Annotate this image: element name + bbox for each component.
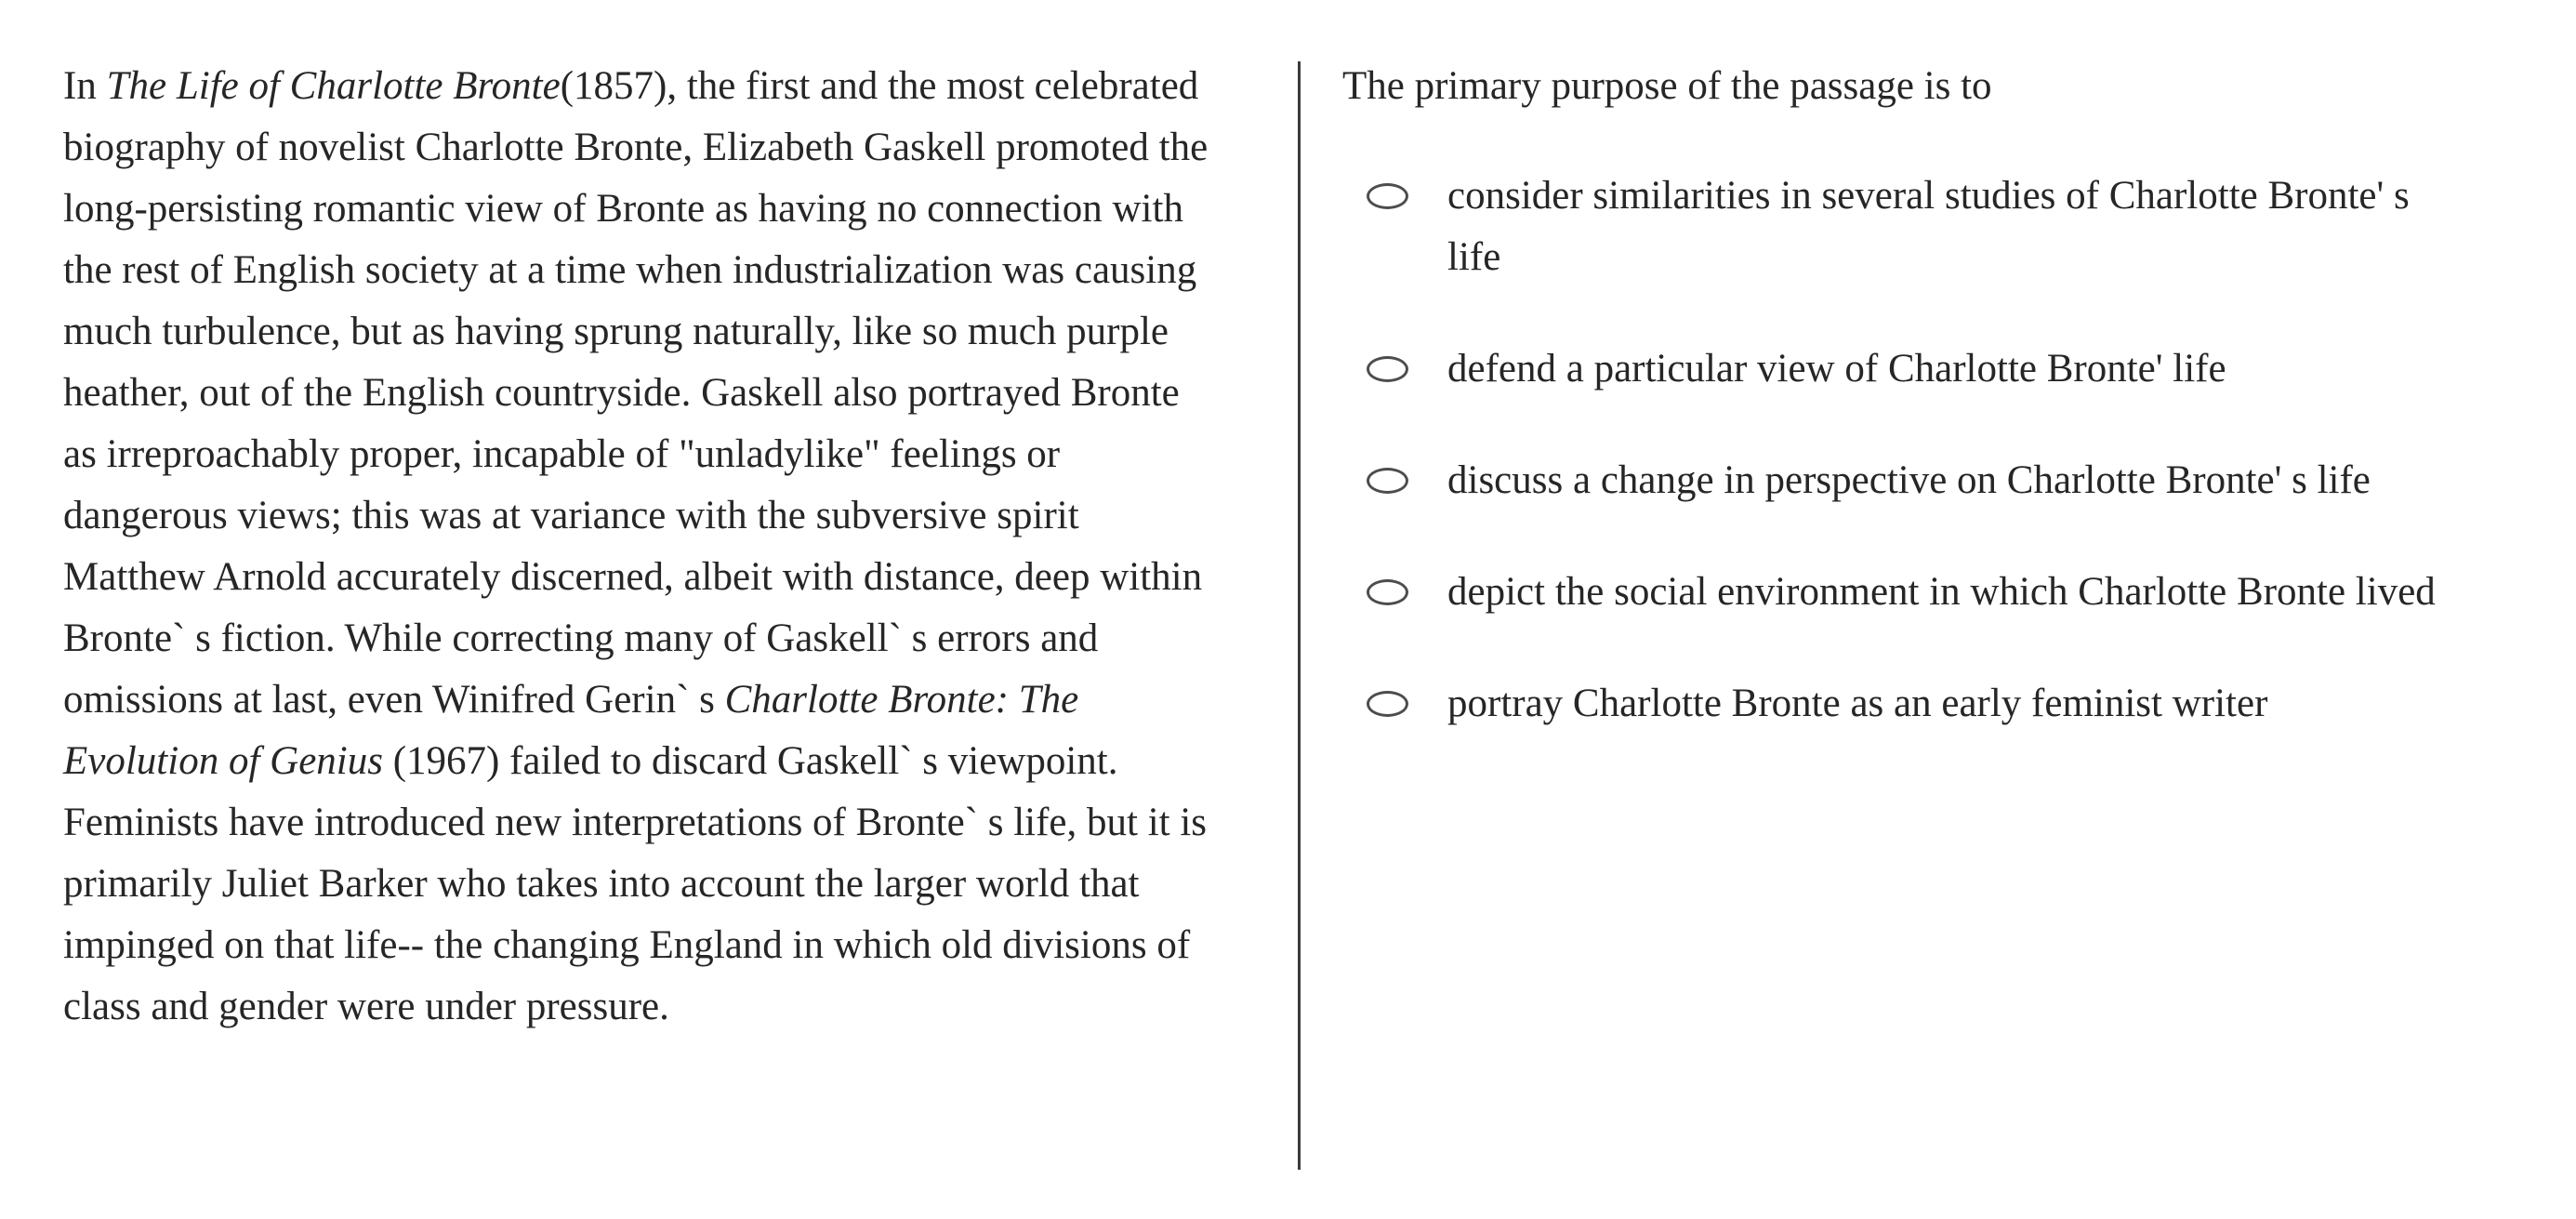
option-label[interactable]: discuss a change in perspective on Charlotte Bronte' s life <box>1447 458 2371 502</box>
passage-segment: In <box>63 64 107 108</box>
passage-segment: (1857), the first and the most celebrated biography of novelist Charlotte Bronte, Elizabeth Gaskell promoted the long-persisting romantic view of Bronte as having no connection with the rest of English society at a time when industrialization was causing much turbulence, but as having sprung naturally, like so much purple heather, out of the English countryside. Gaskell also portrayed Bronte as irreproachably proper, incapable of "unladylike" feelings or dangerous views; this was at variance with the subversive spirit Matthew Arnold accurately discerned, albeit with distance, deep within Bronte` s fiction. While correcting many of Gaskell` s errors and omissions at last, even Winifred Gerin` s <box>63 64 1209 722</box>
answer-option[interactable] <box>1342 338 2469 400</box>
radio-button-icon[interactable] <box>1367 468 1408 494</box>
answer-option[interactable] <box>1342 166 2469 288</box>
radio-button-icon[interactable] <box>1367 691 1408 717</box>
radio-button-icon[interactable] <box>1367 183 1408 209</box>
column-divider <box>1298 61 1301 1170</box>
option-label[interactable]: depict the social environment in which Charlotte Bronte lived <box>1447 570 2436 614</box>
radio-button-icon[interactable] <box>1367 579 1408 605</box>
answer-option[interactable] <box>1342 562 2469 623</box>
answer-option[interactable] <box>1342 450 2469 511</box>
question-panel <box>1342 56 2469 785</box>
answer-option[interactable] <box>1342 673 2469 735</box>
passage-segment-italic: Charlotte Bronte: The Evolution of Genius <box>63 678 1079 783</box>
radio-button-icon[interactable] <box>1367 356 1408 382</box>
options-list <box>1342 166 2469 735</box>
passage-text <box>63 56 1216 1038</box>
option-label[interactable]: defend a particular view of Charlotte Bronte' life <box>1447 347 2226 391</box>
question-prompt: The primary purpose of the passage is to <box>1342 64 1992 108</box>
option-label[interactable]: consider similarities in several studies of Charlotte Bronte' s life <box>1447 174 2410 279</box>
passage-segment-italic: The Life of Charlotte Bronte <box>106 64 561 108</box>
option-label[interactable]: portray Charlotte Bronte as an early feminist writer <box>1447 682 2268 725</box>
passage-segment: (1967) failed to discard Gaskell` s viewpoint. Feminists have introduced new interpretations of Bronte` s life, but it is primarily Juliet Barker who takes into account the larger world that impinged on that life-- the changing England in which old divisions of class and gender were under pressure. <box>63 739 1208 1028</box>
